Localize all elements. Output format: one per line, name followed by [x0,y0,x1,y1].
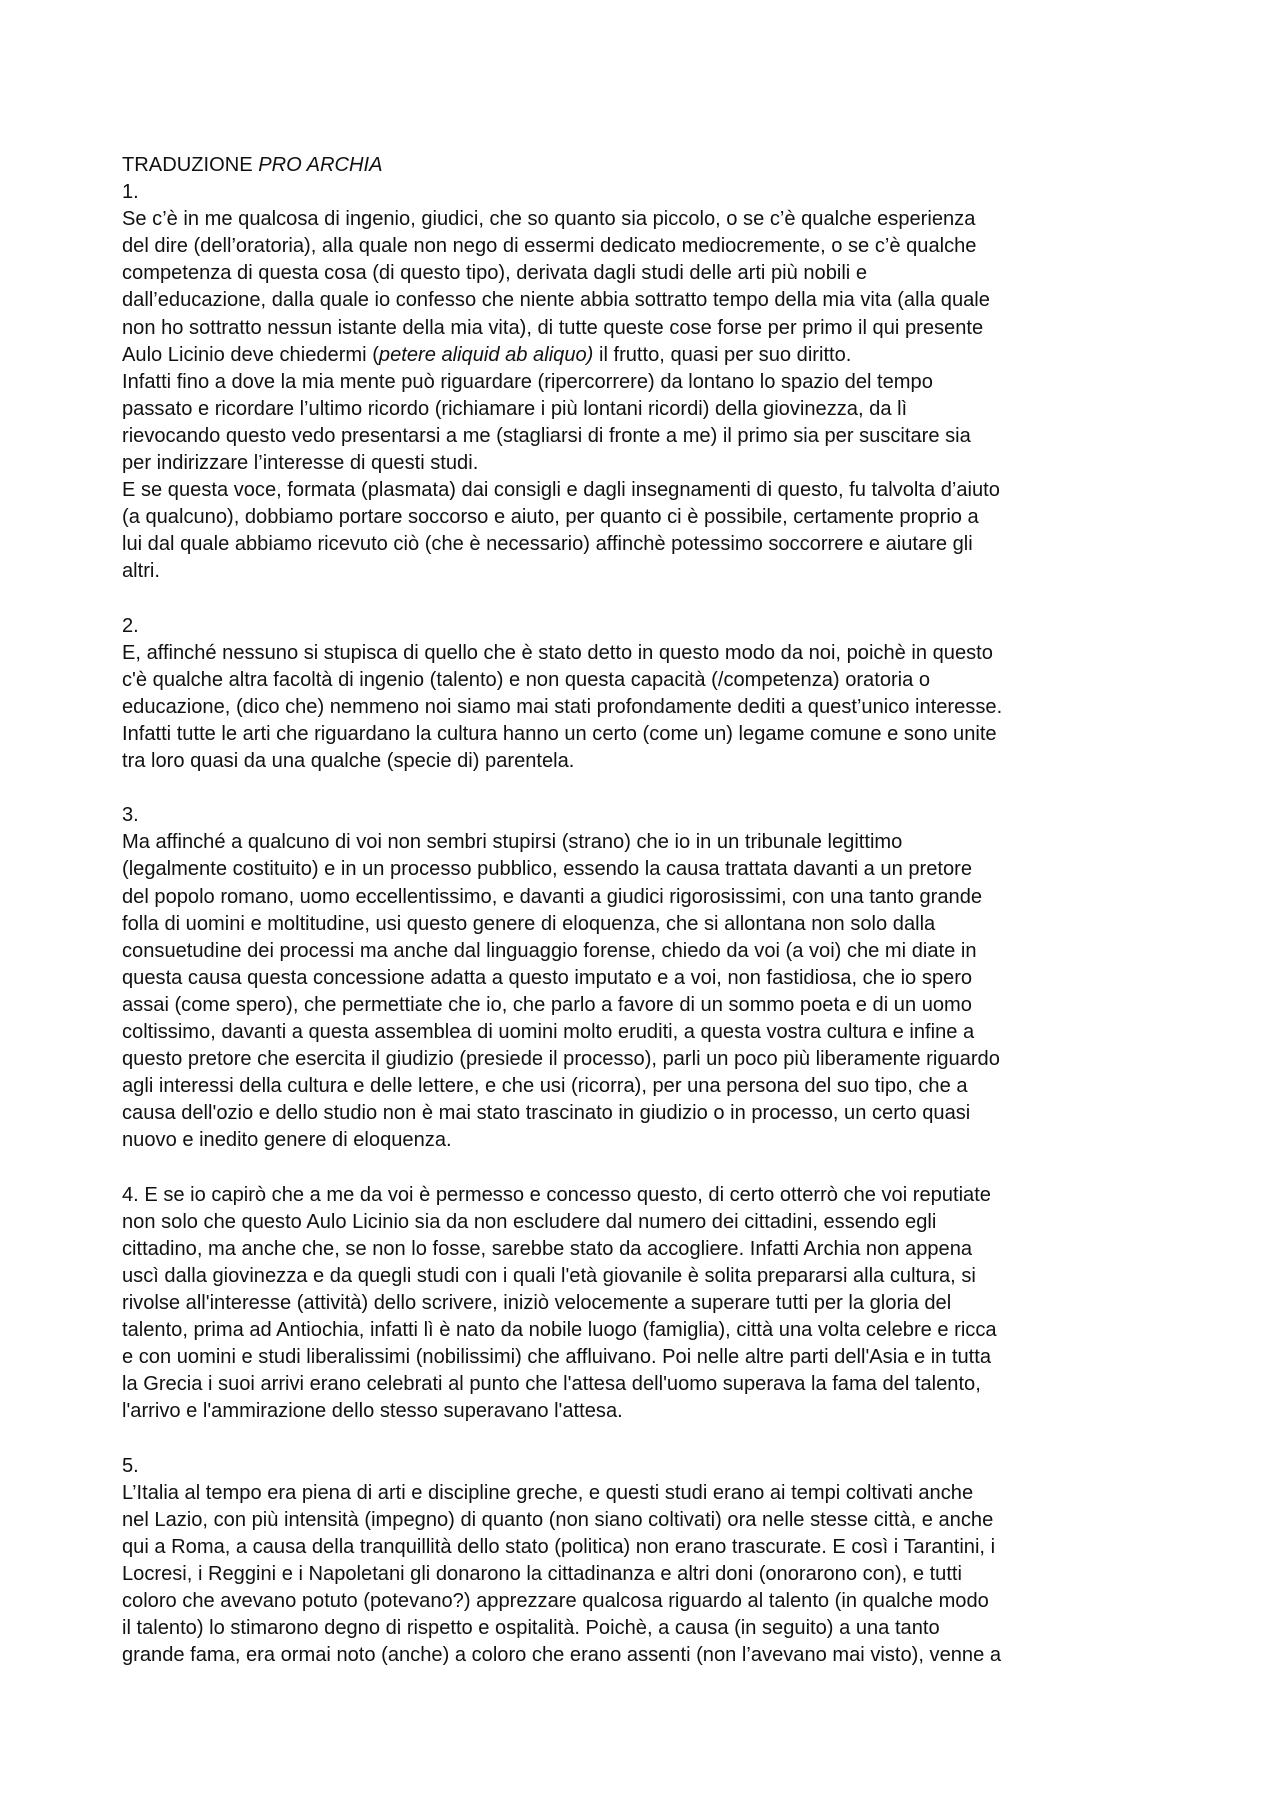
text-line: dall’educazione, dalla quale io confesso che niente abbia sottratto tempo della mia vita (alla quale [122,289,990,312]
section-spacer [122,586,1172,613]
text-line: questo pretore che esercita il giudizio (presiede il processo), parli un poco più liberamente riguardo [122,1048,1000,1071]
section-spacer [122,775,1172,802]
text-line: Ma affinché a qualcuno di voi non sembri stupirsi (strano) che io in un tribunale legittimo [122,831,903,854]
text-line: competenza di questa cosa (di questo tipo), derivata dagli studi delle arti più nobili e [122,262,868,285]
text-line: E se questa voce, formata (plasmata) dai consigli e dagli insegnamenti di questo, fu talvolta d’aiuto [122,479,1000,502]
text-line: coloro che avevano potuto (potevano?) apprezzare qualcosa riguardo al talento (in qualche modo [122,1589,989,1612]
document-page [122,152,1172,1669]
text-line: passato e ricordare l’ultimo ricordo (richiamare i più lontani ricordi) della giovinezza, da lì [122,397,908,420]
text-line: assai (come spero), che permettiate che io, che parlo a favore di un sommo poeta e di un uomo [122,993,972,1016]
paragraph [122,1480,1172,1670]
paragraph [122,369,1172,477]
section-number: 1. [122,181,139,204]
section [122,1453,1172,1670]
text-line: educazione, (dico che) nemmeno noi siamo mai stati profondamente dediti a quest’unico interesse. [122,695,1003,718]
paragraph [122,477,1172,585]
text-line: per indirizzare l’interesse di questi studi. [122,452,479,475]
text-line: consuetudine dei processi ma anche dal linguaggio forense, chiedo da voi (a voi) che mi diate in [122,939,977,962]
text-line: non solo che questo Aulo Licinio sia da non escludere dal numero dei cittadini, essendo egli [122,1210,937,1233]
text-line: Se c’è in me qualcosa di ingenio, giudici, che so quanto sia piccolo, o se c’è qualche esperienza [122,208,976,231]
text-line: talento, prima ad Antiochia, infatti lì è nato da nobile luogo (famiglia), città una volta celebre e ricca [122,1319,997,1342]
paragraph [122,206,1172,369]
text-run: Aulo Licinio deve chiedermi ( [122,343,379,366]
section-number: 5. [122,1454,139,1477]
text-line: la Grecia i suoi arrivi erano celebrati al punto che l'attesa dell'uomo superava la fama del talento, [122,1373,981,1396]
document-body [122,179,1172,1669]
section [122,1182,1172,1426]
paragraph [122,1182,1172,1426]
text-line: del popolo romano, uomo eccellentissimo, e davanti a giudici rigorosissimi, con una tanto grande [122,885,983,908]
text-line: grande fama, era ormai noto (anche) a coloro che erano assenti (non l’avevano mai visto), venne a [122,1644,1002,1667]
text-line: 4. E se io capirò che a me da voi è permesso e concesso questo, di certo otterrò che voi reputiate [122,1183,991,1206]
text-line: agli interessi della cultura e delle lettere, e che usi (ricorra), per una persona del suo tipo, che a [122,1075,968,1098]
text-line: causa dell'ozio e dello studio non è mai stato trascinato in giudizio o in processo, un certo quasi [122,1102,971,1125]
text-line: non ho sottratto nessun istante della mia vita), di tutte queste cose forse per primo il qui presente [122,316,984,339]
paragraph [122,829,1172,1154]
italic-latin-phrase: petere aliquid ab aliquo) [378,343,594,366]
text-line: il talento) lo stimarono degno di rispetto e ospitalità. Poichè, a causa (in seguito) a una tanto [122,1617,940,1640]
text-line: E, affinché nessuno si stupisca di quello che è stato detto in questo modo da noi, poichè in questo [122,641,993,664]
section [122,802,1172,1154]
page-title: TRADUZIONE PRO ARCHIA [122,154,383,176]
section [122,613,1172,776]
text-line: cittadino, ma anche che, se non lo fosse, sarebbe stato da accogliere. Infatti Archia non appena [122,1237,973,1260]
text-line: questa causa questa concessione adatta a questo imputato e a voi, non fastidiosa, che io spero [122,966,973,989]
paragraph [122,640,1172,775]
section-number: 2. [122,614,139,637]
section-number: 3. [122,804,139,827]
text-line [122,342,1172,369]
text-line: (a qualcuno), dobbiamo portare soccorso e aiuto, per quanto ci è possibile, certamente proprio a [122,506,979,529]
text-line: qui a Roma, a causa della tranquillità dello stato (politica) non erano trascurate. E così i Tarantini, i [122,1535,996,1558]
text-line: Infatti tutte le arti che riguardano la cultura hanno un certo (come un) legame comune e sono unite [122,722,997,745]
text-line: nel Lazio, con più intensità (impegno) di quanto (non siano coltivati) ora nelle stesse città, e anche [122,1508,994,1531]
text-line: rivolse all'interesse (attività) dello scrivere, iniziò velocemente a superare tutti per la gloria del [122,1291,952,1314]
text-line: L’Italia al tempo era piena di arti e discipline greche, e questi studi erano ai tempi coltivati anche [122,1481,974,1504]
section [122,179,1172,585]
text-line: e con uomini e studi liberalissimi (nobilissimi) che affluivano. Poi nelle altre parti dell'Asia e in tutta [122,1346,992,1369]
text-line: altri. [122,560,160,583]
text-line: tra loro quasi da una qualche (specie di) parentela. [122,750,575,773]
text-line: l'arrivo e l'ammirazione dello stesso superavano l'attesa. [122,1400,623,1423]
text-line: folla di uomini e moltitudine, usi questo genere di eloquenza, che si allontana non solo dalla [122,912,936,935]
text-run: il frutto, quasi per suo diritto. [593,343,852,366]
text-line: coltissimo, davanti a questa assemblea di uomini molto eruditi, a questa vostra cultura e infine a [122,1021,975,1043]
section-spacer [122,1425,1172,1452]
text-line: rievocando questo vedo presentarsi a me (stagliarsi di fronte a me) il primo sia per suscitare sia [122,424,971,447]
text-line: uscì dalla giovinezza e da quegli studi con i quali l'età giovanile è solita prepararsi alla cultura, si [122,1264,976,1287]
text-line: Locresi, i Reggini e i Napoletani gli donarono la cittadinanza e altri doni (onorarono con), e tutti [122,1562,962,1585]
text-line: (legalmente costituito) e in un processo pubblico, essendo la causa trattata davanti a un pretore [122,858,973,881]
text-line: lui dal quale abbiamo ricevuto ciò (che è necessario) affinchè potessimo soccorrere e aiutare gli [122,533,973,556]
section-spacer [122,1154,1172,1181]
text-line: nuovo e inedito genere di eloquenza. [122,1129,452,1152]
text-line: c'è qualche altra facoltà di ingenio (talento) e non questa capacità (/competenza) oratoria o [122,668,931,691]
text-line: del dire (dell’oratoria), alla quale non nego di essermi dedicato mediocremente, o se c’è qualche [122,235,977,258]
text-line: Infatti fino a dove la mia mente può riguardare (ripercorrere) da lontano lo spazio del tempo [122,370,933,393]
